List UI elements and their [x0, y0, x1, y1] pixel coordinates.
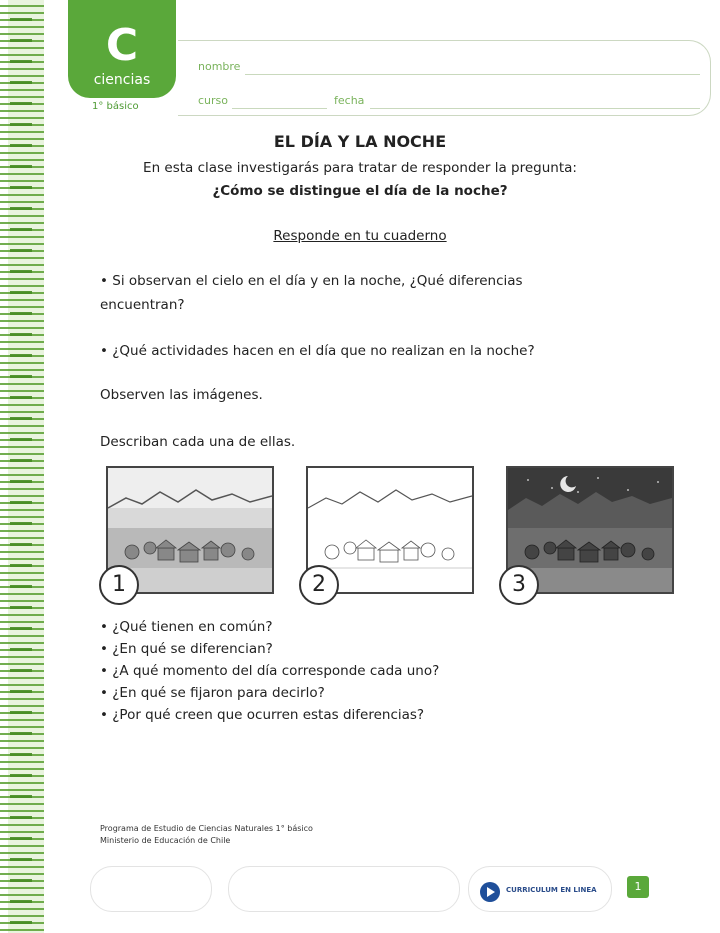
- credit-ministry: Ministerio de Educación de Chile: [100, 836, 231, 845]
- curriculum-logo-text[interactable]: CURRICULUM EN LINEA: [506, 886, 597, 894]
- question-differences: • ¿En qué se diferencian?: [100, 641, 273, 657]
- subject-name: ciencias: [93, 72, 151, 88]
- question-common: • ¿Qué tienen en común?: [100, 619, 273, 635]
- question-activities: • ¿Qué actividades hacen en el día que no realizan en la noche?: [100, 343, 535, 359]
- grade-label: 1° básico: [92, 101, 139, 112]
- question-clues: • ¿En qué se fijaron para decirlo?: [100, 685, 325, 701]
- describe-instruction: Describan cada una de ellas.: [100, 434, 296, 450]
- question-time-of-day: • ¿A qué momento del día corresponde cada uno?: [100, 663, 440, 679]
- observe-instruction: Observen las imágenes.: [100, 387, 263, 403]
- subject-letter: C: [105, 20, 139, 71]
- worksheet-title: EL DÍA Y LA NOCHE: [273, 132, 447, 151]
- image-number-3: 3: [499, 565, 539, 605]
- footer-box-left: [90, 866, 212, 912]
- date-field[interactable]: [370, 108, 700, 109]
- name-label: nombre: [198, 60, 241, 73]
- subject-badge: [68, 0, 176, 98]
- question-why: • ¿Por qué creen que ocurren estas diferencias?: [100, 707, 425, 723]
- question-sky-differences-cont: encuentran?: [100, 297, 185, 313]
- course-field[interactable]: [232, 108, 327, 109]
- credit-program: Programa de Estudio de Ciencias Naturales 1° básico: [100, 824, 313, 833]
- footer-box-middle: [228, 866, 460, 912]
- image-number-2: 2: [299, 565, 339, 605]
- course-label: curso: [198, 94, 229, 107]
- intro-text: En esta clase investigarás para tratar de responder la pregunta:: [143, 160, 577, 176]
- guiding-question: ¿Cómo se distingue el día de la noche?: [212, 183, 508, 199]
- instruction-text: Responde en tu cuaderno: [273, 228, 447, 244]
- date-label: fecha: [334, 94, 365, 107]
- name-field[interactable]: [245, 74, 700, 75]
- question-sky-differences: • Si observan el cielo en el día y en la noche, ¿Qué diferencias: [100, 273, 523, 289]
- page-number: 1: [627, 876, 649, 898]
- student-info-box: [178, 40, 711, 116]
- image-number-1: 1: [99, 565, 139, 605]
- play-logo-icon: [480, 882, 500, 902]
